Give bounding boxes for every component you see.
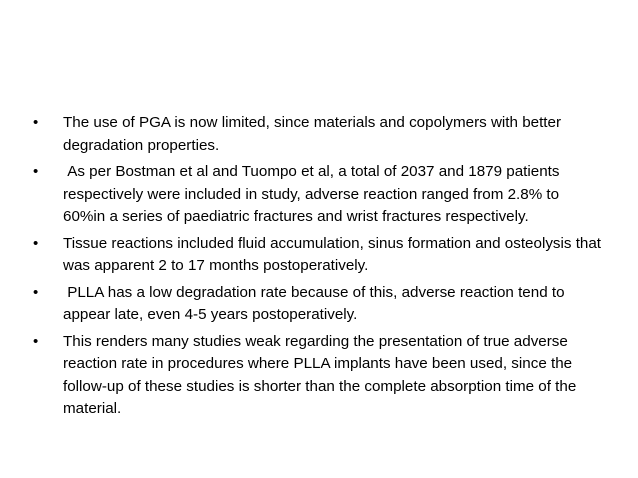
bullet-text: As per Bostman et al and Tuompo et al, a total of 2037 and 1879 patients respectively were included in study, adverse reaction ranged from 2.8% to 60%in a series of paediatric fractures and wrist fractures respectively. <box>63 163 564 225</box>
bullet-item-4 <box>33 282 603 327</box>
bullet-text: The use of PGA is now limited, since materials and copolymers with better degradation properties. <box>63 114 566 154</box>
bullet-marker: • <box>33 234 39 252</box>
bullet-text: PLLA has a low degradation rate because of this, adverse reaction tend to appear late, even 4-5 years postoperatively. <box>63 283 569 323</box>
bullet-item-3 <box>33 233 606 278</box>
bullet-marker: • <box>33 114 39 131</box>
bullet-marker: • <box>33 283 39 301</box>
bullet-marker: • <box>33 332 39 350</box>
bullet-item-2 <box>33 161 603 229</box>
bullet-list <box>33 112 606 425</box>
bullet-item-5 <box>33 331 603 421</box>
bullet-text: This renders many studies weak regarding the presentation of true adverse reaction rate in procedures where PLLA implants have been used, since the follow-up of these studies is shorter than the complete absorption time of the material. <box>63 332 581 417</box>
bullet-item-1 <box>33 112 603 157</box>
bullet-text: Tissue reactions included fluid accumulation, sinus formation and osteolysis that was apparent 2 to 17 months postoperatively. <box>63 234 606 274</box>
bullet-marker: • <box>33 163 39 180</box>
